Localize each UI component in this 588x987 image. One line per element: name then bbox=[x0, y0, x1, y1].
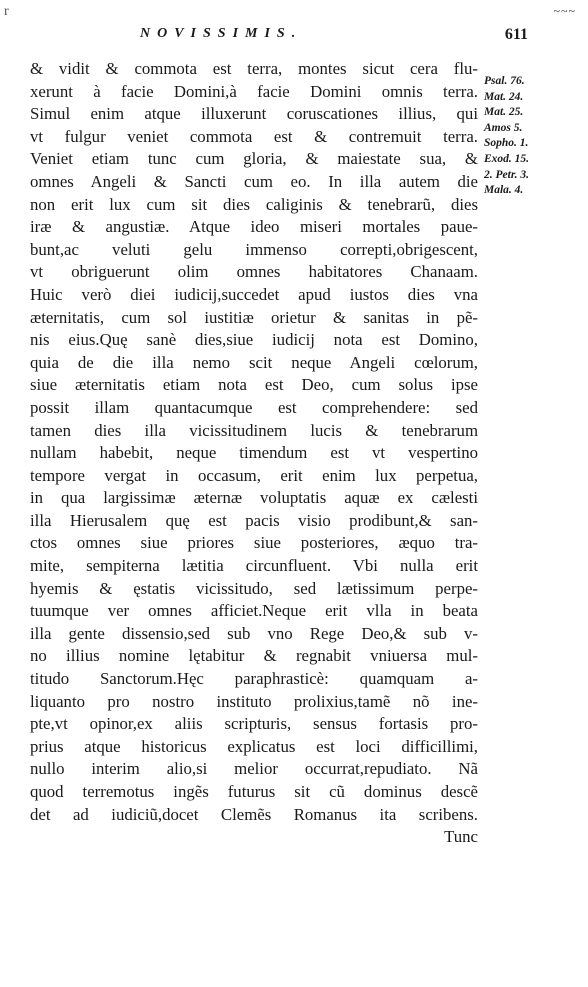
corner-mark: r bbox=[4, 4, 9, 19]
text-line: in qua largissimæ æternæ voluptatis aquæ ex cælesti bbox=[30, 488, 478, 508]
text-line: nullam habebit, neque timendum est vt vespertino bbox=[30, 443, 478, 463]
margin-note: 2. Petr. 3. bbox=[484, 168, 530, 181]
page-header bbox=[140, 26, 528, 50]
text-line: vt fulgur veniet commota est & contremuit terra. bbox=[30, 126, 478, 146]
text-line: mite, sempiterna lætitia circunfluent. Vbi nulla erit bbox=[30, 556, 478, 576]
body-text bbox=[30, 58, 478, 849]
margin-note: Amos 5. bbox=[484, 121, 523, 134]
running-title: NOVISSIMIS. bbox=[140, 26, 303, 41]
text-line: siue æternitatis etiam nota est Deo, cum solus ipse bbox=[30, 375, 478, 395]
text-line: possit illam quantacumque est comprehendere: sed bbox=[30, 397, 478, 417]
text-line: non erit lux cum sit dies caliginis & tenebrarũ, dies bbox=[30, 194, 478, 214]
text-line: omnes Angeli & Sancti cum eo. In illa autem die bbox=[30, 171, 478, 191]
margin-notes bbox=[484, 74, 584, 199]
corner-flourish: ~~~ bbox=[553, 4, 576, 18]
text-line: & vidit & commota est terra, montes sicut cera flu- bbox=[30, 59, 478, 78]
text-line: tamen dies illa vicissitudinem lucis & tenebrarum bbox=[30, 420, 478, 440]
margin-note: Psal. 76. bbox=[484, 75, 525, 87]
text-line: titudo Sanctorum.Hęc paraphrasticè: quamquam a- bbox=[30, 669, 478, 689]
text-line: hyemis & ęstatis vicissitudo, sed lætissimum perpe- bbox=[30, 578, 478, 598]
text-line: no illius nomine lętabitur & regnabit vniuersa mul- bbox=[30, 646, 478, 666]
text-line: Simul enim atque illuxerunt coruscationes illius, qui bbox=[30, 104, 478, 124]
text-line: tempore vergat in occasum, erit enim lux perpetua, bbox=[30, 465, 478, 485]
text-line: illa gente dissensio,sed sub vno Rege Deo,& sub v- bbox=[30, 623, 478, 643]
text-line: illa Hierusalem quę est pacis visio prodibunt,& san- bbox=[30, 510, 478, 530]
text-line: ctos omnes siue priores siue posteriores, æquo tra- bbox=[30, 533, 478, 553]
text-line: quod terremotus ingẽs futurus sit cũ dominus descẽ bbox=[30, 782, 478, 801]
text-line: det ad iudiciũ,docet Clemẽs Romanus ita scribens. bbox=[30, 804, 478, 824]
margin-note: Mat. 25. bbox=[484, 106, 524, 119]
text-line: liquanto pro nostro instituto prolixius,tamẽ nõ ine- bbox=[30, 691, 478, 711]
text-line: nullo interim alio,si melior occurrat,repudiato. Nã bbox=[30, 759, 478, 779]
page-number: 611 bbox=[504, 26, 528, 43]
text-line: xerunt à facie Domini,à facie Domini omnis terra. bbox=[30, 81, 478, 101]
text-line: nis eius.Quę sanè dies,siue iudicij nota est Domino, bbox=[30, 330, 478, 350]
text-line: Veniet etiam tunc cum gloria, & maiestate sua, & bbox=[30, 149, 478, 169]
text-line: quia de die illa nemo scit neque Angeli cœlorum, bbox=[30, 352, 478, 372]
text-line: tuumque ver omnes afficiet.Neque erit vlla in beata bbox=[30, 601, 478, 621]
text-line: vt obriguerunt olim omnes habitatores Chanaam. bbox=[30, 262, 478, 282]
text-line: æternitatis, cum sol iustitiæ orietur & sanitas in pẽ- bbox=[30, 307, 478, 327]
margin-note: Exod. 15. bbox=[484, 152, 530, 165]
margin-note: Sopho. 1. bbox=[484, 137, 529, 150]
text-line: pte,vt opinor,ex aliis scripturis, sensus fortasis pro- bbox=[30, 714, 478, 734]
text-line: prius atque historicus explicatus est loci difficillimi, bbox=[30, 736, 478, 756]
text-line: bunt,ac veluti gelu immenso correpti,obrigescent, bbox=[30, 239, 478, 259]
margin-note: Mat. 24. bbox=[484, 90, 524, 103]
text-line: iræ & angustiæ. Atque ideo miseri mortales paue- bbox=[30, 217, 478, 237]
catchword: Tunc bbox=[444, 827, 478, 847]
margin-note: Mala. 4. bbox=[484, 184, 524, 197]
text-line: Huic verò diei iudicij,succedet apud iustos dies vna bbox=[30, 284, 478, 304]
